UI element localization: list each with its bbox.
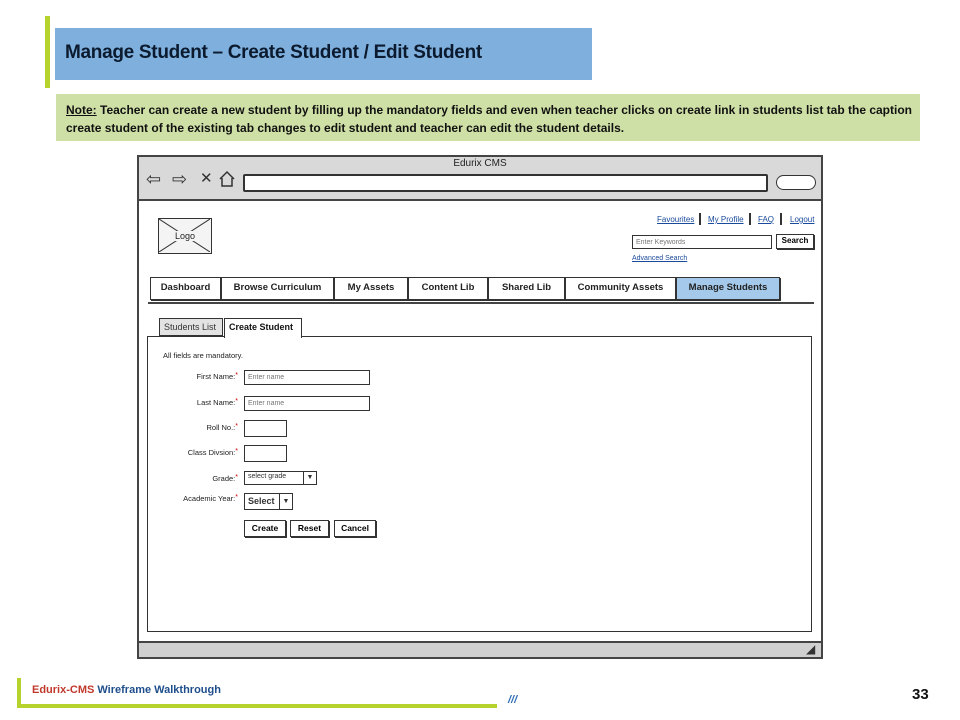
nav-tab-content-lib[interactable]: Content Lib — [408, 277, 488, 300]
class-division-label-text: Class Divsion: — [187, 448, 236, 457]
grade-label — [148, 474, 238, 483]
required-marker: * — [235, 398, 238, 405]
browser-search-box[interactable] — [776, 175, 816, 190]
required-marker: * — [235, 372, 238, 379]
browser-status-bar — [139, 641, 821, 657]
keyword-search-input[interactable] — [632, 235, 772, 249]
search-button[interactable]: Search — [776, 234, 814, 249]
nav-tab-my-assets[interactable]: My Assets — [334, 277, 408, 300]
reset-button[interactable]: Reset — [290, 520, 329, 537]
back-arrow-icon[interactable]: ⇦ — [146, 169, 162, 189]
roll-no-label-text: Roll No.: — [206, 423, 236, 432]
forward-arrow-icon[interactable]: ⇨ — [172, 169, 188, 189]
grade-select[interactable] — [244, 471, 317, 485]
home-icon[interactable] — [218, 170, 236, 193]
last-name-input[interactable] — [244, 396, 370, 411]
first-name-input[interactable] — [244, 370, 370, 385]
academic-year-select[interactable] — [244, 493, 293, 510]
footer-rule — [17, 704, 497, 708]
link-separator — [780, 213, 782, 225]
url-input[interactable] — [243, 174, 768, 192]
class-division-input[interactable] — [244, 445, 287, 462]
tab-create-student[interactable]: Create Student — [224, 318, 302, 338]
footer-slashes: /// — [508, 694, 518, 706]
grade-label-text: Grade: — [212, 474, 236, 483]
nav-tab-shared-lib[interactable]: Shared Lib — [488, 277, 565, 300]
grade-select-value: select grade — [248, 473, 287, 480]
footer-title: Wireframe Walkthrough — [94, 684, 221, 696]
required-marker: * — [235, 448, 238, 455]
nav-tab-dashboard[interactable]: Dashboard — [150, 277, 221, 300]
last-name-label — [148, 398, 238, 407]
required-marker: * — [235, 474, 238, 481]
advanced-search-link[interactable]: Advanced Search — [632, 255, 688, 262]
link-separator — [699, 213, 701, 225]
create-button[interactable]: Create — [244, 520, 286, 537]
link-logout[interactable]: Logout — [790, 215, 815, 224]
roll-no-label — [148, 423, 238, 432]
link-separator — [749, 213, 751, 225]
required-marker: * — [235, 494, 238, 501]
tab-students-list[interactable]: Students List — [159, 318, 223, 336]
close-icon[interactable]: ✕ — [200, 170, 213, 187]
nav-divider — [148, 302, 814, 304]
chevron-down-icon: ▼ — [303, 472, 316, 484]
class-division-label — [148, 448, 238, 457]
link-favourites[interactable]: Favourites — [657, 215, 695, 224]
note-body: Teacher can create a new student by filling up the mandatory fields and even when teacher clicks on create link in students list tab the caption create student of the existing tab changes to edit student and teacher can edit the student details. — [66, 103, 912, 135]
link-faq[interactable]: FAQ — [758, 215, 775, 224]
academic-year-label — [148, 494, 238, 503]
academic-year-label-text: Academic Year: — [183, 494, 236, 503]
logo-label: Logo — [172, 231, 198, 241]
mandatory-note: All fields are mandatory. — [163, 351, 243, 360]
note-text — [66, 101, 912, 137]
required-marker: * — [235, 423, 238, 430]
first-name-label-text: First Name: — [196, 372, 236, 381]
roll-no-input[interactable] — [244, 420, 287, 437]
browser-title: Edurix CMS — [453, 158, 507, 169]
footer-caption — [32, 684, 221, 696]
resize-grip-icon[interactable]: ◢ — [806, 642, 816, 656]
title-accent-bar — [45, 16, 50, 88]
link-my-profile[interactable]: My Profile — [708, 215, 744, 224]
nav-tab-manage-students[interactable]: Manage Students — [676, 277, 780, 300]
nav-tab-browse-curriculum[interactable]: Browse Curriculum — [221, 277, 334, 300]
last-name-label-text: Last Name: — [196, 398, 236, 407]
chevron-down-icon: ▼ — [279, 494, 292, 509]
cancel-button[interactable]: Cancel — [334, 520, 376, 537]
page-number: 33 — [912, 686, 929, 703]
slide-title: Manage Student – Create Student / Edit Student — [65, 42, 482, 63]
academic-year-select-value: Select — [248, 496, 275, 506]
nav-tab-community-assets[interactable]: Community Assets — [565, 277, 676, 300]
first-name-label — [148, 372, 238, 381]
footer-brand: Edurix-CMS — [32, 684, 95, 696]
note-label: Note: — [66, 103, 97, 117]
